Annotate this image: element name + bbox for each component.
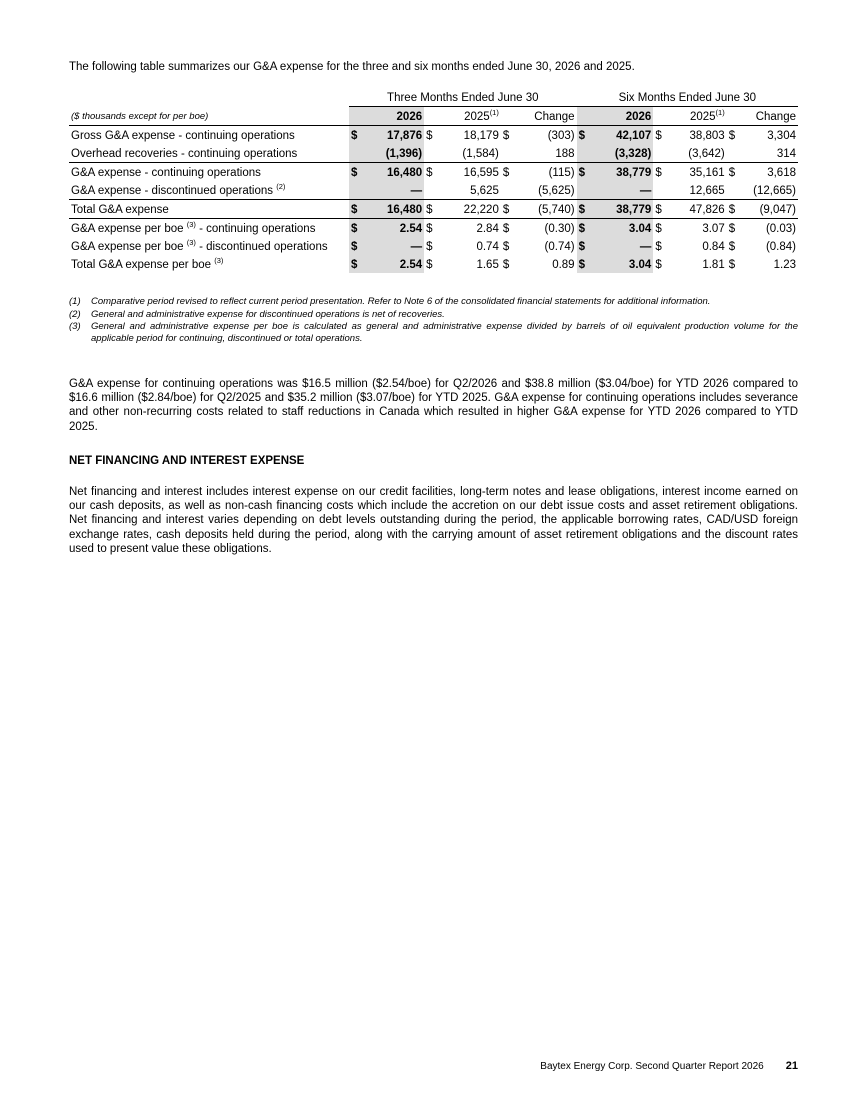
col-header-2025-six: 2025$^{(1)}$ bbox=[668, 107, 726, 126]
table-cell: 3,304 bbox=[767, 130, 796, 142]
table-row bbox=[69, 255, 798, 273]
currency-symbol bbox=[349, 181, 364, 200]
footer-text: Baytex Energy Corp. Second Quarter Report 2026 bbox=[540, 1061, 764, 1072]
currency-symbol: $ bbox=[577, 237, 592, 255]
table-cell: (12,665) bbox=[742, 181, 798, 200]
page-number: 21 bbox=[785, 1060, 798, 1072]
table-cell: (0.74) bbox=[544, 241, 575, 253]
table-cell: (3,328) bbox=[592, 144, 654, 163]
table-cell: (1,396) bbox=[364, 144, 424, 163]
currency-symbol: $ bbox=[426, 130, 433, 142]
table-cell: (115) bbox=[548, 167, 575, 179]
row-label: Gross G&A expense - continuing operations bbox=[71, 130, 295, 142]
currency-symbol: $ bbox=[349, 163, 364, 182]
table-cell: 1.65 bbox=[476, 259, 499, 271]
currency-symbol bbox=[349, 144, 364, 163]
table-cell: 38,779 bbox=[592, 200, 654, 219]
row-label: Total G&A expense per boe $^{(3)}$ bbox=[71, 256, 224, 271]
ga-discussion-paragraph: G&A expense for continuing operations was $16.5 million ($2.54/boe) for Q2/2026 and $38.8 million ($3.04/boe) for YTD 2026 compared to $16.6 million ($2.84/boe) for Q2/2025 and $35.2 million ($3.07/boe) for YTD 2025. G&A expense for continuing operations includes severance and other non-recurring costs related to staff reductions in Canada which resulted in higher G&A expense for YTD 2026 compared to YTD 2025. bbox=[69, 378, 798, 433]
table-cell: (9,047) bbox=[742, 200, 798, 219]
table-cell: 3.04 bbox=[592, 219, 654, 238]
table-cell: (3,642) bbox=[668, 144, 726, 163]
currency-symbol: $ bbox=[501, 200, 516, 219]
currency-symbol: $ bbox=[655, 130, 662, 142]
table-cell: (0.84) bbox=[765, 241, 796, 253]
footnote-2: (2) General and administrative expense for discontinued operations is net of recoveries. bbox=[69, 308, 445, 320]
currency-symbol bbox=[727, 181, 742, 200]
table-cell: — bbox=[592, 181, 654, 200]
currency-symbol: $ bbox=[728, 241, 736, 253]
currency-symbol: $ bbox=[655, 241, 662, 253]
currency-symbol: $ bbox=[349, 255, 364, 273]
currency-symbol: $ bbox=[728, 167, 736, 179]
currency-symbol bbox=[501, 144, 516, 163]
currency-symbol: $ bbox=[577, 126, 592, 145]
unit-note: ($ thousands except for per boe) bbox=[69, 107, 349, 126]
footnotes bbox=[69, 296, 798, 345]
row-label: Overhead recoveries - continuing operations bbox=[69, 144, 349, 163]
group-six-months: Six Months Ended June 30 bbox=[577, 88, 798, 107]
col-header-2025-three: 2025$^{(1)}$ bbox=[439, 107, 501, 126]
table-cell: — bbox=[592, 237, 654, 255]
col-header-change-six: Change bbox=[742, 107, 798, 126]
table-cell: 42,107 bbox=[592, 126, 654, 145]
table-cell: 0.84 bbox=[702, 241, 725, 253]
currency-symbol bbox=[577, 144, 592, 163]
currency-symbol: $ bbox=[502, 259, 510, 271]
table-cell: — bbox=[364, 181, 424, 200]
currency-symbol: $ bbox=[502, 223, 510, 235]
currency-symbol: $ bbox=[349, 200, 364, 219]
currency-symbol: $ bbox=[502, 241, 510, 253]
table-cell: (303) bbox=[547, 130, 575, 142]
table-cell: 35,161 bbox=[689, 167, 725, 179]
table-cell: (5,625) bbox=[516, 181, 577, 200]
col-header-2026-three: 2026 bbox=[364, 107, 424, 126]
table-group-header-row bbox=[69, 88, 798, 107]
table-cell: 2.84 bbox=[476, 223, 499, 235]
currency-symbol bbox=[727, 144, 742, 163]
table-cell: 38,803 bbox=[689, 130, 725, 142]
footnote-1: (1) Comparative period revised to reflect current period presentation. Refer to Note 6 of the consolidated financial statements for additional information. bbox=[69, 296, 711, 307]
table-cell: 188 bbox=[516, 144, 577, 163]
col-header-change-three: Change bbox=[516, 107, 577, 126]
row-label: G&A expense per boe $^{(3)}$ - discontinued operations bbox=[71, 238, 328, 253]
currency-symbol: $ bbox=[577, 255, 592, 273]
currency-symbol bbox=[653, 144, 668, 163]
table-row bbox=[69, 237, 798, 255]
row-label: G&A expense - discontinued operations $^{(2)}$ bbox=[69, 181, 349, 200]
table-cell: 0.74 bbox=[476, 241, 499, 253]
currency-symbol: $ bbox=[577, 200, 592, 219]
currency-symbol: $ bbox=[426, 241, 433, 253]
table-cell: 0.89 bbox=[552, 259, 575, 271]
row-label: G&A expense per boe $^{(3)}$ - continuing operations bbox=[71, 220, 316, 235]
table-cell: 12,665 bbox=[668, 181, 726, 200]
currency-symbol: $ bbox=[728, 130, 736, 142]
currency-symbol: $ bbox=[728, 259, 736, 271]
table-row bbox=[69, 126, 798, 145]
currency-symbol bbox=[424, 181, 439, 200]
currency-symbol: $ bbox=[426, 223, 433, 235]
currency-symbol: $ bbox=[426, 259, 433, 271]
table-cell: (5,740) bbox=[516, 200, 577, 219]
col-header-2026-six: 2026 bbox=[592, 107, 654, 126]
currency-symbol: $ bbox=[728, 223, 736, 235]
currency-symbol: $ bbox=[653, 200, 668, 219]
page-footer bbox=[540, 1060, 798, 1072]
currency-symbol bbox=[577, 181, 592, 200]
currency-symbol bbox=[653, 181, 668, 200]
currency-symbol: $ bbox=[655, 167, 662, 179]
row-label: G&A expense - continuing operations bbox=[71, 167, 261, 179]
group-three-months: Three Months Ended June 30 bbox=[349, 88, 577, 107]
currency-symbol bbox=[424, 144, 439, 163]
table-cell: — bbox=[364, 237, 424, 255]
table-cell: 2.54 bbox=[364, 255, 424, 273]
table-cell: (0.03) bbox=[765, 223, 796, 235]
table-cell: (1,584) bbox=[439, 144, 501, 163]
row-label: Total G&A expense bbox=[69, 200, 349, 219]
financing-paragraph: Net financing and interest includes interest expense on our credit facilities, long-term notes and lease obligations, interest income earned on our cash deposits, as well as non-cash financing costs which include the accretion on our debt issue costs and asset retirement obligations. Net financing and interest varies depending on debt levels outstanding during the period, the applicable borrowing rates, CAD/USD foreign exchange rates, cash deposits held during the period, along with the carrying amount of asset retirement obligations and the discount rates used to present value these obligations. bbox=[69, 486, 798, 555]
currency-symbol: $ bbox=[349, 219, 364, 238]
currency-symbol: $ bbox=[502, 167, 510, 179]
table-row bbox=[69, 144, 798, 163]
table-cell: 38,779 bbox=[592, 163, 654, 182]
currency-symbol: $ bbox=[349, 126, 364, 145]
currency-symbol: $ bbox=[577, 219, 592, 238]
currency-symbol: $ bbox=[577, 163, 592, 182]
table-cell: 16,480 bbox=[364, 200, 424, 219]
section-heading: NET FINANCING AND INTEREST EXPENSE bbox=[69, 455, 305, 467]
table-cell: 18,179 bbox=[463, 130, 499, 142]
footnote-3: (3) General and administrative expense per boe is calculated as general and administrative expense divided by barrels of oil equivalent production volume for the applicable period for continuing, discontinued or total operations. bbox=[69, 321, 798, 344]
table-row bbox=[69, 200, 798, 219]
table-cell: 3,618 bbox=[767, 167, 796, 179]
currency-symbol: $ bbox=[727, 200, 742, 219]
ga-expense-table bbox=[69, 88, 798, 273]
table-cell: 16,595 bbox=[463, 167, 499, 179]
currency-symbol: $ bbox=[655, 223, 662, 235]
table-cell: 1.23 bbox=[773, 259, 796, 271]
table-column-header-row bbox=[69, 107, 798, 126]
currency-symbol: $ bbox=[426, 167, 433, 179]
table-cell: (0.30) bbox=[544, 223, 575, 235]
table-row bbox=[69, 219, 798, 238]
table-cell: 17,876 bbox=[364, 126, 424, 145]
currency-symbol bbox=[501, 181, 516, 200]
table-row bbox=[69, 163, 798, 182]
table-cell: 16,480 bbox=[364, 163, 424, 182]
table-cell: 1.81 bbox=[702, 259, 725, 271]
table-cell: 47,826 bbox=[668, 200, 726, 219]
table-cell: 5,625 bbox=[439, 181, 501, 200]
table-cell: 3.07 bbox=[702, 223, 725, 235]
intro-text: The following table summarizes our G&A expense for the three and six months ended June 30, 2026 and 2025. bbox=[69, 61, 635, 73]
table-cell: 3.04 bbox=[592, 255, 654, 273]
table-cell: 2.54 bbox=[364, 219, 424, 238]
table-row bbox=[69, 181, 798, 200]
currency-symbol: $ bbox=[424, 200, 439, 219]
table-cell: 22,220 bbox=[439, 200, 501, 219]
table-cell: 314 bbox=[742, 144, 798, 163]
currency-symbol: $ bbox=[655, 259, 662, 271]
currency-symbol: $ bbox=[502, 130, 510, 142]
currency-symbol: $ bbox=[349, 237, 364, 255]
